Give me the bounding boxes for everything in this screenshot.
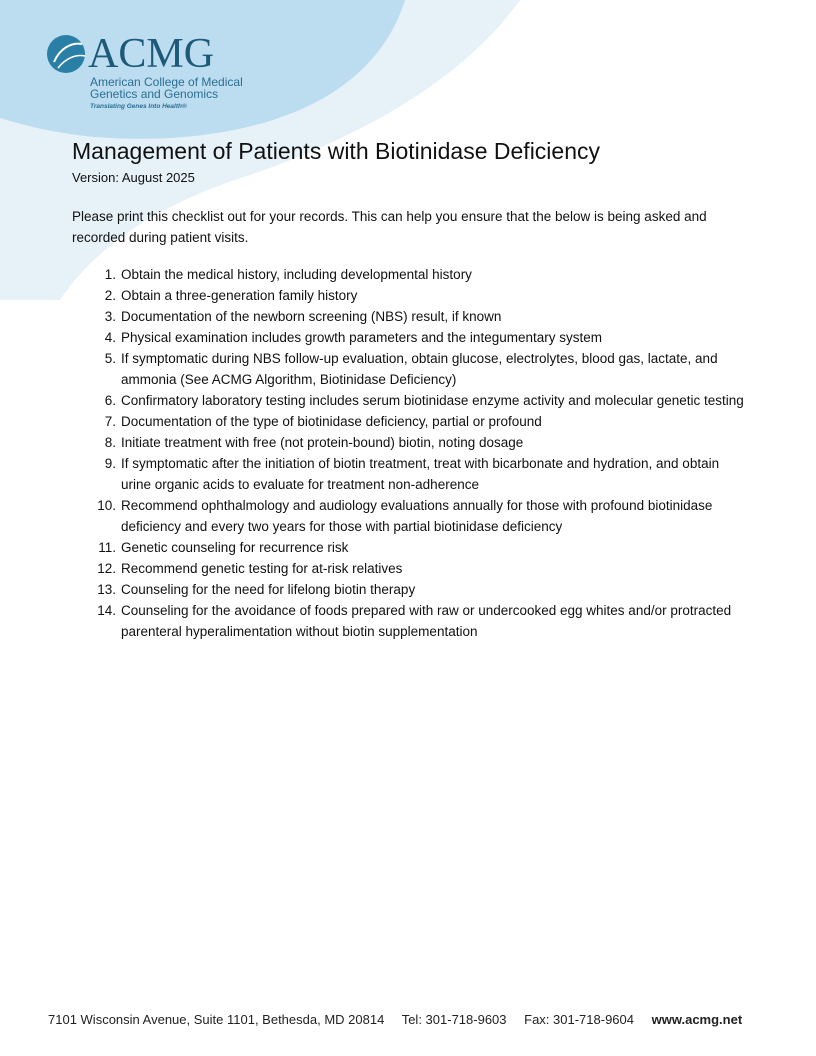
footer-website-link[interactable]: www.acmg.net [651, 1012, 743, 1027]
logo-name-line1: American College of Medical [90, 75, 243, 89]
checklist-item [72, 285, 752, 306]
item-number: 12. [97, 561, 116, 576]
checklist-item [72, 558, 752, 579]
item-number: 7. [104, 414, 116, 429]
item-text: Recommend genetic testing for at-risk relatives [121, 561, 403, 576]
item-number: 3. [104, 309, 116, 324]
checklist-item [72, 264, 752, 285]
checklist-item [72, 411, 752, 432]
item-text: If symptomatic during NBS follow-up evaluation, obtain glucose, electrolytes, blood gas, lactate, and ammonia (See ACMG Algorithm, Biotinidase Deficiency) [121, 351, 718, 387]
item-number: 2. [104, 288, 116, 303]
item-text: Counseling for the avoidance of foods prepared with raw or undercooked egg whites and/or protracted parenteral hyperalimentation without biotin supplementation [121, 603, 732, 639]
item-number: 13. [97, 582, 116, 597]
item-text: Obtain the medical history, including developmental history [121, 267, 472, 282]
checklist-item [72, 600, 752, 642]
intro-paragraph: Please print this checklist out for your records. This can help you ensure that the below is being asked and recorded during patient visits. [72, 209, 707, 245]
item-text: Documentation of the newborn screening (NBS) result, if known [121, 309, 502, 324]
item-number: 1. [104, 267, 116, 282]
item-text: Obtain a three-generation family history [121, 288, 358, 303]
checklist-item [72, 348, 752, 390]
item-number: 9. [104, 456, 116, 471]
item-text: Counseling for the need for lifelong biotin therapy [121, 582, 416, 597]
item-number: 14. [97, 603, 116, 618]
footer-fax: Fax: 301-718-9604 [524, 1012, 634, 1027]
item-number: 6. [104, 393, 116, 408]
dna-globe-icon [46, 34, 86, 74]
item-number: 4. [104, 330, 116, 345]
item-number: 8. [104, 435, 116, 450]
logo-wordmark: ACMG [88, 31, 215, 77]
checklist-item [72, 390, 752, 411]
checklist-item [72, 306, 752, 327]
logo-tagline: Translating Genes Into Health® [90, 103, 187, 110]
footer [48, 1012, 742, 1027]
item-number: 5. [104, 351, 116, 366]
version-text: Version: August 2025 [72, 170, 195, 185]
logo-name-line2: Genetics and Genomics [90, 87, 219, 101]
checklist-item [72, 432, 752, 453]
item-number: 10. [97, 498, 116, 513]
item-text: If symptomatic after the initiation of biotin treatment, treat with bicarbonate and hydration, and obtain urine organic acids to evaluate for treatment non-adherence [121, 456, 720, 492]
item-text: Documentation of the type of biotinidase deficiency, partial or profound [121, 414, 542, 429]
item-text: Physical examination includes growth parameters and the integumentary system [121, 330, 602, 345]
checklist-item [72, 495, 752, 537]
page-title: Management of Patients with Biotinidase Deficiency [72, 138, 601, 164]
logo-org-name [90, 76, 290, 100]
checklist-item [72, 579, 752, 600]
footer-address: 7101 Wisconsin Avenue, Suite 1101, Bethesda, MD 20814 [48, 1012, 385, 1027]
item-text: Genetic counseling for recurrence risk [121, 540, 349, 555]
checklist [72, 264, 752, 642]
checklist-item [72, 453, 752, 495]
checklist-item [72, 327, 752, 348]
item-text: Confirmatory laboratory testing includes serum biotinidase enzyme activity and molecular genetic testing [121, 393, 744, 408]
item-number: 11. [98, 540, 116, 555]
item-text: Recommend ophthalmology and audiology evaluations annually for those with profound biotinidase deficiency and every two years for those with partial biotinidase deficiency [121, 498, 713, 534]
footer-tel: Tel: 301-718-9603 [401, 1012, 507, 1027]
checklist-item [72, 537, 752, 558]
item-text: Initiate treatment with free (not protein-bound) biotin, noting dosage [121, 435, 524, 450]
